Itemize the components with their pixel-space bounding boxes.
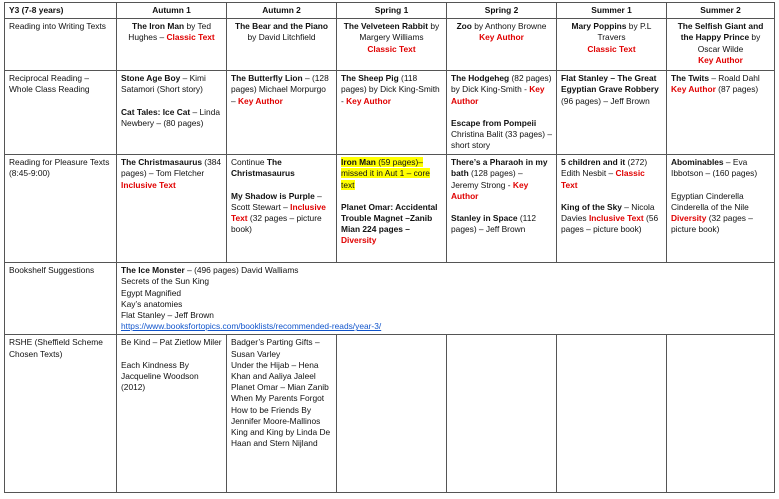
- book-details: –Zanib Mian 224 pages –: [341, 213, 433, 235]
- tag-label: Diversity: [671, 213, 707, 224]
- book-details: – Scott Stewart –: [231, 190, 322, 212]
- book-title: The Ice Monster: [121, 265, 185, 276]
- book-title: Iron Man: [341, 157, 376, 168]
- booklist-link[interactable]: https://www.booksfortopics.com/booklists/recommended-reads/year-3/: [121, 321, 382, 332]
- reading-plan-table: [4, 2, 775, 493]
- book-details: Christina Balit (33 pages) – short story: [451, 129, 553, 151]
- book-author: by Oscar Wilde: [697, 32, 761, 54]
- tag-label: Inclusive Text: [588, 213, 644, 224]
- header-row: [5, 3, 775, 19]
- cell-writing-spring-1: [337, 19, 447, 71]
- tag-label: Inclusive Text: [231, 201, 326, 224]
- list-item: Egypt Magnified: [121, 287, 182, 298]
- book-author: by Anthony Browne: [471, 21, 547, 32]
- book-title: 5 children and it: [561, 157, 626, 168]
- cell-pleasure-summer-1: [557, 155, 667, 263]
- book-details: – Eva Ibbotson – (160 pages): [671, 157, 758, 179]
- book-title: Flat Stanley – The Great Egyptian Grave Robbery: [561, 73, 659, 95]
- book-details: Continue: [231, 157, 267, 168]
- book-author: by David Litchfield: [247, 32, 316, 43]
- cell-rshe-spring-2: [447, 335, 557, 493]
- book-details: (272) Edith Nesbit –: [561, 157, 648, 179]
- book-author: by P.L Travers: [597, 21, 652, 43]
- cell-pleasure-summer-2: [667, 155, 775, 263]
- tag-label: Key Author: [479, 32, 524, 43]
- list-item: Under the Hijab – Hena Khan and Aaliya Jaleel: [231, 359, 319, 382]
- tag-label: Classic Text: [367, 43, 416, 54]
- row-bookshelf-suggestions: [5, 263, 775, 335]
- book-details: (112 pages) – Jeff Brown: [451, 213, 537, 235]
- book-title: Stone Age Boy: [121, 73, 181, 84]
- tag-label: Key Author: [698, 54, 743, 65]
- book-title: The Selfish Giant and the Happy Prince: [677, 21, 764, 43]
- cell-reciprocal-summer-1: [557, 71, 667, 155]
- book-details: (32 pages – picture book): [671, 213, 753, 235]
- tag-label: Classic Text: [166, 32, 215, 43]
- book-title: Cat Tales: Ice Cat: [121, 106, 191, 117]
- cell-rshe-autumn-2: [227, 335, 337, 493]
- book-details: – Roald Dahl: [709, 73, 760, 84]
- book-title: The Velveteen Rabbit: [343, 21, 429, 32]
- book-title: Stanley in Space: [451, 213, 518, 224]
- tag-label: Key Author: [451, 179, 529, 201]
- cell-rshe-autumn-1: [117, 335, 227, 493]
- cell-pleasure-autumn-1: [117, 155, 227, 263]
- book-title: The Christmasaurus: [231, 157, 295, 179]
- list-item: Each Kindness By Jacqueline Woodson (2012): [121, 359, 199, 393]
- book-title: My Shadow is Purple: [231, 190, 315, 201]
- cell-reciprocal-spring-1: [337, 71, 447, 155]
- tag-label: Classic Text: [561, 168, 645, 190]
- row-label: Reading for Pleasure Texts (8:45-9:00): [5, 155, 117, 263]
- book-title: Planet Omar: Accidental Trouble Magnet: [341, 201, 438, 224]
- row-rshe: [5, 335, 775, 493]
- book-details: (59 pages)– missed it in Aut 1 – core text: [341, 157, 430, 190]
- cell-reciprocal-autumn-1: [117, 71, 227, 155]
- book-details: (82 pages) by Dick King-Smith -: [451, 73, 552, 95]
- header-spring-2: Spring 2: [447, 3, 557, 19]
- cell-rshe-summer-1: [557, 335, 667, 493]
- book-title: There’s a Pharaoh in my bath: [451, 157, 548, 179]
- book-details: – Nicola Davies: [561, 201, 655, 224]
- book-details: – Kimi Satamori (Short story): [121, 73, 206, 95]
- header-autumn-2: Autumn 2: [227, 3, 337, 19]
- book-title: The Iron Man: [132, 21, 185, 32]
- book-title: The Butterfly Lion: [231, 73, 303, 84]
- cell-writing-summer-1: [557, 19, 667, 71]
- cell-pleasure-spring-1: [337, 155, 447, 263]
- cell-writing-autumn-1: [117, 19, 227, 71]
- tag-label: Classic Text: [587, 43, 636, 54]
- row-reciprocal-reading: [5, 71, 775, 155]
- header-summer-1: Summer 1: [557, 3, 667, 19]
- cell-reciprocal-spring-2: [447, 71, 557, 155]
- book-title: Abominables: [671, 157, 724, 168]
- list-item: When My Parents Forgot How to be Friends By Jennifer Moore-Mallinos: [231, 393, 325, 426]
- tag-label: Key Author: [451, 84, 545, 106]
- cell-bookshelf: [117, 263, 775, 335]
- list-item: Flat Stanley – Jeff Brown: [121, 310, 214, 321]
- row-label: Reading into Writing Texts: [5, 19, 117, 71]
- cell-pleasure-spring-2: [447, 155, 557, 263]
- list-item: Be Kind – Pat Zietlow Miler: [121, 337, 222, 348]
- list-item: Planet Omar – Mian Zanib: [231, 382, 329, 393]
- header-summer-2: Summer 2: [667, 3, 775, 19]
- tag-label: Key Author: [346, 95, 391, 106]
- book-details: – (496 pages) David Walliams: [184, 265, 299, 276]
- cell-rshe-summer-2: [667, 335, 775, 493]
- book-title: King of the Sky: [561, 201, 622, 212]
- book-details: (128 pages) – Jeremy Strong -: [451, 168, 523, 190]
- book-details: (96 pages) – Jeff Brown: [561, 95, 650, 106]
- book-title: The Bear and the Piano: [234, 21, 329, 32]
- book-title: The Christmasaurus: [121, 157, 202, 168]
- header-year: Y3 (7-8 years): [5, 3, 117, 19]
- cell-writing-spring-2: [447, 19, 557, 71]
- cell-writing-autumn-2: [227, 19, 337, 71]
- book-details: Egyptian Cinderella Cinderella of the Nile: [671, 190, 749, 212]
- cell-rshe-spring-1: [337, 335, 447, 493]
- book-details: (32 pages – picture book): [231, 213, 322, 235]
- book-details: (87 pages): [715, 84, 759, 95]
- book-author: by Ted Hughes –: [128, 21, 211, 43]
- cell-reciprocal-autumn-2: [227, 71, 337, 155]
- row-label: Bookshelf Suggestions: [5, 263, 117, 335]
- book-details: – (128 pages) Michael Morpurgo –: [231, 73, 329, 106]
- row-reading-into-writing: [5, 19, 775, 71]
- book-title: Mary Poppins: [571, 21, 627, 32]
- row-label: RSHE (Sheffield Scheme Chosen Texts): [5, 335, 117, 493]
- cell-pleasure-autumn-2: [227, 155, 337, 263]
- book-details: (384 pages) – Tom Fletcher: [121, 157, 222, 179]
- header-spring-1: Spring 1: [337, 3, 447, 19]
- book-author: by Margery Williams: [359, 21, 440, 43]
- book-title: Escape from Pompeii: [451, 117, 537, 128]
- list-item: Kay’s anatomies: [121, 298, 183, 309]
- book-details: (118 pages) by Dick King-Smith -: [341, 73, 440, 106]
- list-item: Secrets of the Sun King: [121, 276, 209, 287]
- tag-label: Key Author: [671, 84, 716, 95]
- list-item: Badger’s Parting Gifts – Susan Varley: [231, 337, 320, 359]
- list-item: King and King by Linda De Haan and Stern Nijland: [231, 427, 331, 449]
- book-title: Zoo: [456, 21, 472, 32]
- header-autumn-1: Autumn 1: [117, 3, 227, 19]
- tag-label: Key Author: [238, 95, 283, 106]
- cell-writing-summer-2: [667, 19, 775, 71]
- row-reading-for-pleasure: [5, 155, 775, 263]
- book-details: – Linda Newbery – (80 pages): [121, 106, 221, 128]
- row-label: Reciprocal Reading – Whole Class Reading: [5, 71, 117, 155]
- tag-label: Diversity: [341, 235, 377, 246]
- book-details: (56 pages – picture book): [561, 213, 659, 235]
- cell-reciprocal-summer-2: [667, 71, 775, 155]
- book-title: The Twits: [671, 73, 709, 84]
- book-title: The Hodgeheg: [451, 73, 510, 84]
- tag-label: Inclusive Text: [121, 179, 176, 190]
- book-title: The Sheep Pig: [341, 73, 399, 84]
- highlighted-entry: [341, 157, 430, 189]
